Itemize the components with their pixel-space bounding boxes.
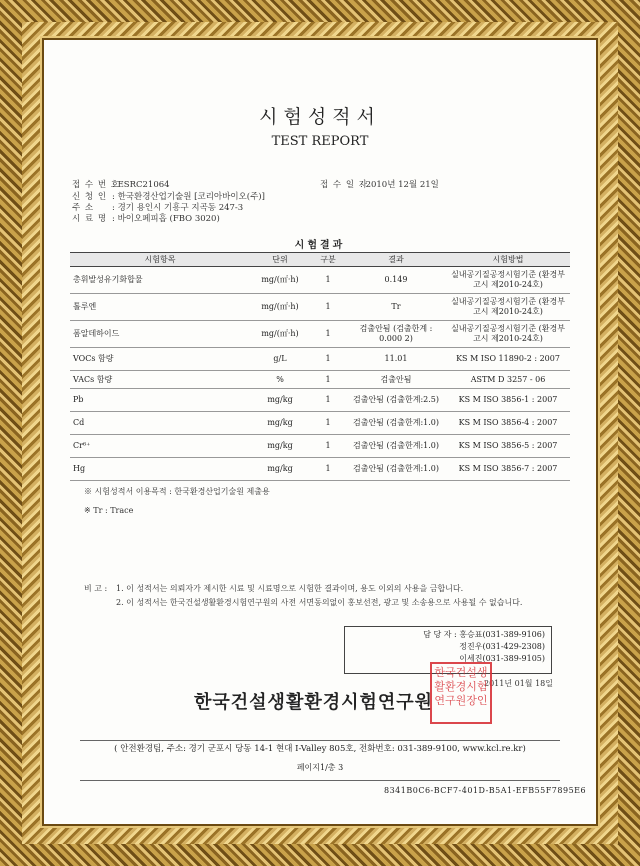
cell-item: VOCs 함량 bbox=[70, 348, 250, 371]
cell-cls: 1 bbox=[310, 435, 346, 458]
applicant: 신 청 인 : 한국환경산업기술원 [코리아바이오(주)] bbox=[72, 192, 265, 202]
title-english: TEST REPORT bbox=[271, 134, 369, 149]
address: 주 소 : 경기 용인시 기흥구 지곡동 247-3 bbox=[72, 203, 244, 213]
cell-result: 0.149 bbox=[346, 267, 446, 294]
cell-method: KS M ISO 3856-1 : 2007 bbox=[446, 389, 570, 412]
cell-method: 실내공기질공정시험기준 (환경부고시 제2010-24호) bbox=[446, 294, 570, 321]
certificate-paper bbox=[44, 40, 596, 824]
table-row bbox=[70, 435, 570, 458]
cell-result: 검출안됨 bbox=[346, 371, 446, 389]
table-row bbox=[70, 371, 570, 389]
purpose-note: ※ 시험성적서 이용목적 : 한국환경산업기술원 제출용 bbox=[84, 487, 270, 496]
remark-line-1: 1. 이 성적서는 의뢰자가 제시한 시료 및 시료명으로 시험한 결과이며, 용도 이외의 사용을 금합니다. bbox=[116, 584, 464, 593]
cell-item: 톨루엔 bbox=[70, 294, 250, 321]
contact-line-2: 정진우(031-429-2308) bbox=[459, 642, 545, 651]
official-seal bbox=[430, 662, 492, 724]
header-unit: 단위 bbox=[250, 253, 310, 267]
cell-cls: 1 bbox=[310, 371, 346, 389]
cell-cls: 1 bbox=[310, 389, 346, 412]
cell-item: Cr⁶⁺ bbox=[70, 435, 250, 458]
cell-method: KS M ISO 3856-4 : 2007 bbox=[446, 412, 570, 435]
cell-method: 실내공기질공정시험기준 (환경부고시 제2010-24호) bbox=[446, 321, 570, 348]
contact-line-3: 이세진(031-389-9105) bbox=[459, 654, 545, 663]
page-number: 페이지1/총 3 bbox=[296, 763, 344, 772]
cell-unit: mg/kg bbox=[250, 435, 310, 458]
table-row bbox=[70, 348, 570, 371]
remark-line-2: 2. 이 성적서는 한국건설생활환경시험연구원의 사전 서면동의없이 홍보선전, 광고 및 소송용으로 사용될 수 없습니다. bbox=[116, 598, 523, 607]
table-row bbox=[70, 389, 570, 412]
institute-name: 한국건설생활환경시험연구원 bbox=[194, 692, 434, 713]
cell-method: 실내공기질공정시험기준 (환경부고시 제2010-24호) bbox=[446, 267, 570, 294]
document-hash: 8341B0C6-BCF7-401D-B5A1-EFB55F7895E6 bbox=[384, 786, 587, 795]
cell-unit: g/L bbox=[250, 348, 310, 371]
cell-result: Tr bbox=[346, 294, 446, 321]
header-class: 구분 bbox=[310, 253, 346, 267]
cell-item: Hg bbox=[70, 458, 250, 481]
seal-text: 한국건설생활환경시험연구원장인 bbox=[434, 666, 488, 707]
cell-item: Cd bbox=[70, 412, 250, 435]
table-row bbox=[70, 321, 570, 348]
cell-result: 검출안됨 (검출한계:1.0) bbox=[346, 412, 446, 435]
receipt-date: 접 수 일 자: 2010년 12월 21일 bbox=[320, 180, 439, 190]
cell-result: 검출안됨 (검출한계:1.0) bbox=[346, 435, 446, 458]
sample-name: 시 료 명 : 바이오페피흡 (FBO 3020) bbox=[72, 214, 220, 224]
header-result: 결과 bbox=[346, 253, 446, 267]
cell-result: 검출안됨 (검출한계 : 0.000 2) bbox=[346, 321, 446, 348]
cell-method: KS M ISO 3856-7 : 2007 bbox=[446, 458, 570, 481]
cell-result: 검출안됨 (검출한계:2.5) bbox=[346, 389, 446, 412]
cell-method: KS M ISO 11890-2 : 2007 bbox=[446, 348, 570, 371]
cell-unit: mg/kg bbox=[250, 389, 310, 412]
cell-unit: mg/(㎡·h) bbox=[250, 294, 310, 321]
cell-item: Pb bbox=[70, 389, 250, 412]
contact-line-1: 담 당 자 : 홍승표(031-389-9106) bbox=[423, 630, 545, 639]
footer-divider-bottom bbox=[80, 780, 560, 781]
table-row bbox=[70, 412, 570, 435]
cell-item: 폼알데하이드 bbox=[70, 321, 250, 348]
cell-unit: mg/kg bbox=[250, 412, 310, 435]
cell-unit: mg/kg bbox=[250, 458, 310, 481]
cell-unit: mg/(㎡·h) bbox=[250, 267, 310, 294]
receipt-number: 접 수 번 호: ESRC21064 bbox=[72, 180, 170, 190]
results-table bbox=[70, 252, 570, 481]
cell-cls: 1 bbox=[310, 321, 346, 348]
header-method: 시험방법 bbox=[446, 253, 570, 267]
table-row bbox=[70, 458, 570, 481]
cell-cls: 1 bbox=[310, 348, 346, 371]
cell-cls: 1 bbox=[310, 294, 346, 321]
footer-address: ( 안전환경팀, 주소: 경기 군포시 당동 14-1 현대 I-Valley 805호, 전화번호: 031-389-9100, www.kcl.re.kr) bbox=[114, 744, 526, 754]
cell-result: 11.01 bbox=[346, 348, 446, 371]
cell-cls: 1 bbox=[310, 458, 346, 481]
cell-cls: 1 bbox=[310, 412, 346, 435]
issue-date: 2011년 01월 18일 bbox=[484, 679, 553, 688]
header-item: 시험항목 bbox=[70, 253, 250, 267]
remarks-label: 비 고 : bbox=[84, 584, 108, 593]
cell-method: KS M ISO 3856-5 : 2007 bbox=[446, 435, 570, 458]
cell-cls: 1 bbox=[310, 267, 346, 294]
title-korean: 시험성적서 bbox=[259, 106, 381, 128]
cell-result: 검출안됨 (검출한계:1.0) bbox=[346, 458, 446, 481]
cell-method: ASTM D 3257 - 06 bbox=[446, 371, 570, 389]
section-title: 시험결과 bbox=[294, 240, 346, 251]
table-row bbox=[70, 267, 570, 294]
table-header-row bbox=[70, 253, 570, 267]
trace-note: ※ Tr : Trace bbox=[84, 506, 134, 515]
cell-unit: mg/(㎡·h) bbox=[250, 321, 310, 348]
cell-item: 총휘발성유기화합물 bbox=[70, 267, 250, 294]
cell-unit: % bbox=[250, 371, 310, 389]
cell-item: VACs 함량 bbox=[70, 371, 250, 389]
table-row bbox=[70, 294, 570, 321]
footer-divider-top bbox=[80, 740, 560, 741]
